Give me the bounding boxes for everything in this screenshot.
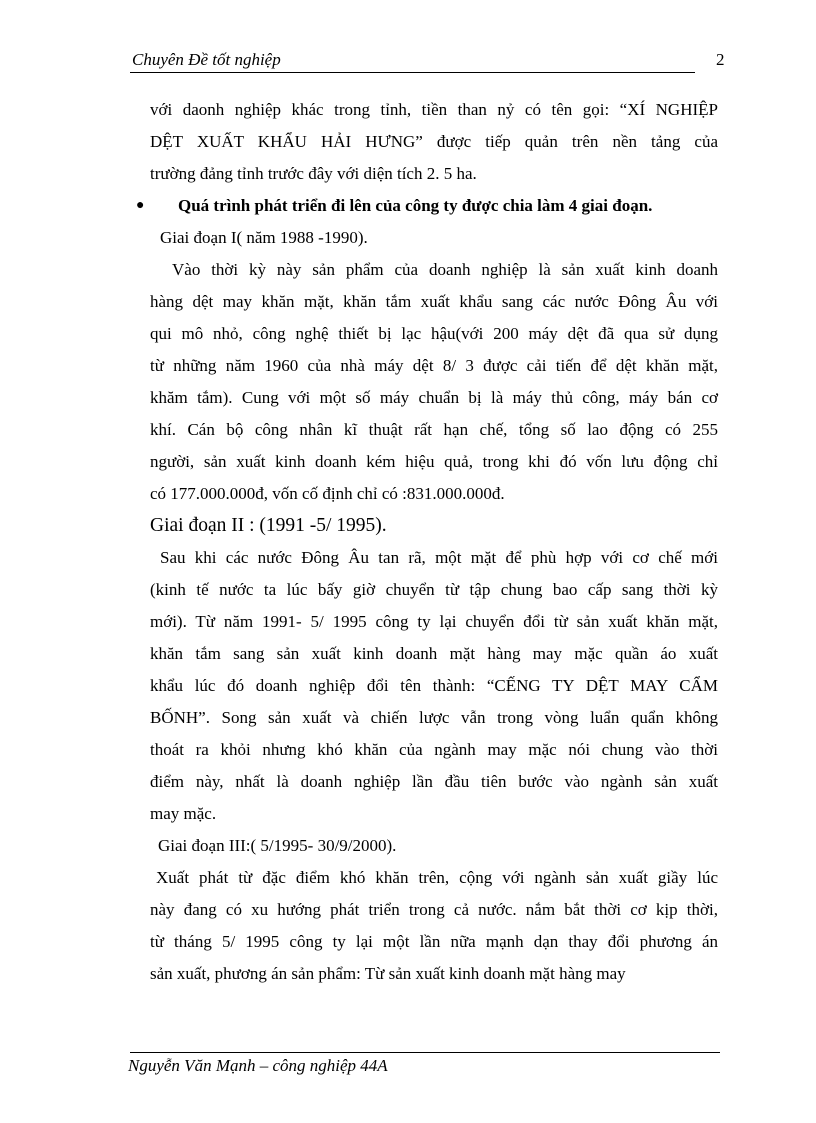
- text-line: hàng dệt may khăn mặt, khăn tắm xuất khẩu sang các nước Đông Âu với: [150, 292, 718, 311]
- header-rule: [130, 72, 695, 73]
- phase-heading: Giai đoạn III:( 5/1995- 30/9/2000).: [158, 836, 397, 855]
- footer-rule: [130, 1052, 720, 1053]
- text-line: khăm tắm). Cung với một số máy chuẩn bị là máy thủ công, máy bán cơ: [150, 388, 718, 407]
- phase-heading: Giai đoạn I( năm 1988 -1990).: [160, 228, 368, 247]
- text-line: mới). Từ năm 1991- 5/ 1995 công ty lại chuyển đổi từ sản xuất khăn mặt,: [150, 612, 718, 631]
- text-line: người, sản xuất kinh doanh kém hiệu quả, trong khi đó vốn lưu động chỉ: [150, 452, 718, 471]
- text-line: sản xuất, phương án sản phẩm: Từ sản xuất kinh doanh mặt hàng may: [150, 964, 626, 983]
- text-line: qui mô nhỏ, công nghệ thiết bị lạc hậu(với 200 máy dệt đã qua sử dụng: [150, 324, 718, 343]
- header-title: Chuyên Đề tốt nghiệp: [132, 50, 281, 69]
- text-line: Sau khi các nước Đông Âu tan rã, một mặt để phù hợp với cơ chế mới: [160, 548, 718, 567]
- text-line: điểm này, nhất là doanh nghiệp lần đầu tiên bước vào ngành sản xuất: [150, 772, 718, 791]
- text-line: khẩu lúc đó doanh nghiệp đổi tên thành: “CẾNG TY DỆT MAY CẨM: [150, 676, 718, 695]
- text-line: may mặc.: [150, 804, 217, 823]
- bullet-item: [136, 190, 718, 222]
- phase-heading: Giai đoạn II : (1991 -5/ 1995).: [150, 515, 387, 536]
- text-line: thoát ra khỏi nhưng khó khăn của ngành may mặc nói chung vào thời: [150, 740, 718, 759]
- bullet-icon: ●: [136, 198, 145, 213]
- text-line: Xuất phát từ đặc điểm khó khăn trên, cộng với ngành sản xuất giầy lúc: [156, 868, 718, 887]
- text-line: Vào thời kỳ này sản phẩm của doanh nghiệp là sản xuất kinh doanh: [172, 260, 718, 279]
- text-line: có 177.000.000đ, vốn cố định chỉ có :831.000.000đ.: [150, 484, 505, 503]
- text-line: DỆT XUẤT KHẨU HẢI HƯNG” được tiếp quản trên nền tảng của: [150, 132, 718, 151]
- footer-author: Nguyễn Văn Mạnh – công nghiệp 44A: [128, 1056, 388, 1075]
- text-line: với daonh nghiệp khác trong tỉnh, tiền than nỷ có tên gọi: “XÍ NGHIỆP: [150, 100, 718, 119]
- section-heading: Quá trình phát triển đi lên của công ty được chia làm 4 giai đoạn.: [178, 196, 653, 215]
- page-number: 2: [716, 50, 725, 69]
- text-line: (kinh tế nước ta lúc bấy giờ chuyển từ tập chung bao cấp sang thời kỳ: [150, 580, 718, 599]
- text-line: từ tháng 5/ 1995 công ty lại một lần nữa mạnh dạn thay đổi phương án: [150, 932, 718, 951]
- text-line: trường đảng tỉnh trước đây với diện tích 2. 5 ha.: [150, 164, 477, 183]
- text-line: khí. Cán bộ công nhân kĩ thuật rất hạn chế, tổng số lao động có 255: [150, 420, 718, 439]
- text-line: BỐNH”. Song sản xuất và chiến lược vẫn trong vòng luẩn quẩn không: [150, 708, 718, 727]
- text-line: từ những năm 1960 của nhà máy dệt 8/ 3 được cải tiến để dệt khăn mặt,: [150, 356, 718, 375]
- body-text: [136, 94, 718, 990]
- text-line: khăn tắm sang sản xuất kinh doanh mặt hàng may mặc quần áo xuất: [150, 644, 718, 663]
- text-line: này đang có xu hướng phát triển trong cả nước. nắm bắt thời cơ kịp thời,: [150, 900, 718, 919]
